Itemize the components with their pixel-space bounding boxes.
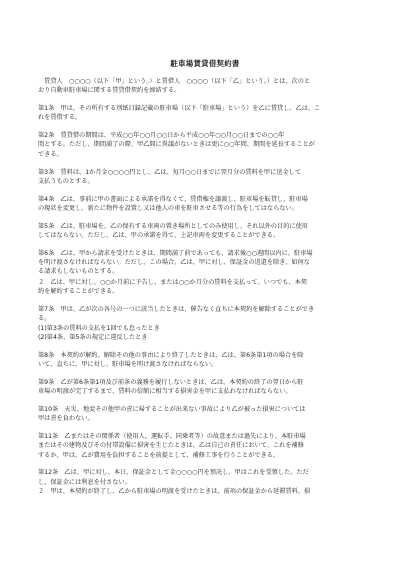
paragraph-line: 約を解約することができる。: [38, 288, 119, 296]
paragraph-line: る請求もしないものとする。: [38, 268, 119, 276]
contract-paragraph: [38, 305, 372, 343]
paragraph-line: 第4条 乙は、事前に甲の書面による承諾を得なくて、賃借権を譲渡し、駐車場を転貸し、駐車場: [38, 195, 308, 203]
paragraph-line: 第1条 甲は、その所有する別紙目録記載の駐車場（以下「駐車場」という）を乙に賃貸し、乙は、こ: [38, 105, 321, 113]
contract-paragraph: [38, 278, 372, 297]
paragraph-line: ２ 乙は、甲に対し、○○か月前に予告し、または○○か月分の賃料を支払って、いつでも、本契: [38, 278, 307, 286]
contract-paragraph: [38, 168, 372, 187]
contract-paragraph: [38, 405, 372, 424]
paragraph-line: いて、直ちに、甲に対し、駐車場を明け渡さなければならない。: [38, 361, 218, 369]
paragraph-line: 第3条 賃料は、1か月金○○○○円とし、乙は、毎月○○日までに翌月分の賃料を甲に送金して: [38, 168, 302, 176]
paragraph-line: ２ 甲は、本契約が終了し、乙から駐車場の明渡を受けたときは、前項の保証金から延滞賃料、損: [38, 488, 311, 496]
paragraph-line: (1)第3条の賃料の支払を1回でも怠ったとき: [38, 324, 160, 332]
contract-paragraph: [38, 195, 372, 214]
contract-paragraph: [38, 351, 372, 370]
paragraph-line: の現状を変更し、新たに物件を設置し又は他人の車を駐車させる等の行為をしてはならない。: [38, 204, 298, 212]
paragraph-line: 間とする。ただし、期間満了の際、甲乙間に異議がないときは更に○○年間、期間を延長することが: [38, 141, 315, 149]
paragraph-line: してはならない。ただし、乙は、甲の承諾を得て、上記車両を変更することができる。: [38, 232, 280, 239]
paragraph-line: 第12条 乙は、甲に対し、本日、保証金として金○○○○円を預託し、甲はこれを受領した。ただ: [38, 469, 309, 477]
contract-paragraph: [38, 432, 372, 460]
contract-paragraph: [38, 131, 372, 159]
contract-paragraph: [38, 378, 372, 397]
contract-paragraph: [38, 77, 372, 96]
paragraph-line: 賃貸人 ○○○○（以下「甲」という。）と賃借人 ○○○○（以下「乙」という。）とは、次のと: [38, 78, 311, 85]
contract-paragraph: [38, 468, 372, 496]
paragraph-line: (2)第4条、第5条の規定に違反したとき: [38, 334, 148, 342]
paragraph-line: し、保証金には利息を付さない。: [38, 478, 131, 486]
paragraph-line: またはその建物及びその付帯設備に損害を生じたときは、乙は自己の責任において、これを補修: [38, 442, 304, 450]
paragraph-line: 第2条 賃貸借の期間は、平成○○年○○月○○日から平成○○年○○月○○日までの○○年: [38, 132, 285, 140]
paragraph-line: を明け渡さなければならない。ただし、この場合、乙は、甲に対し、保証金の返還を除き、如何な: [38, 259, 310, 267]
document-title: 駐車場賃貸借契約書: [170, 59, 240, 68]
paragraph-line: 第5条 乙は、駐車場を、乙の保有する車両の置き場所としてのみ使用し、それ以外の目的に使用: [38, 222, 308, 230]
paragraph-line: る。: [38, 315, 51, 323]
contract-body: [38, 77, 372, 497]
contract-paragraph: [38, 249, 372, 277]
paragraph-line: 第11条 乙またはその関係者（使用人、運転手、同乗者等）の故意または過失により、本駐車場: [38, 432, 306, 440]
paragraph-line: 第10条 天災、地変その他甲の責に帰することが出来ない事故により乙が被った損害については: [38, 405, 306, 413]
paragraph-line: 第6条 乙は、甲から請求を受けたときは、期間満了前であっても、請求後○○週間以内に、駐車場: [38, 249, 313, 257]
paragraph-line: 甲は責を負わない。: [38, 415, 94, 423]
paragraph-line: おり自動車駐車場に関する賃貸借契約を締結する。: [38, 87, 181, 95]
paragraph-line: できる。: [38, 150, 63, 158]
paragraph-line: れを賃借する。: [38, 114, 82, 122]
contract-paragraph: [38, 222, 372, 241]
paragraph-line: 支払うものとする。: [38, 177, 94, 185]
contract-paragraph: [38, 104, 372, 123]
paragraph-line: 第8条 本契約が解約、解除その他の事由により終了したときは、乙は、第6条第1項の場合を除: [38, 351, 304, 359]
paragraph-line: 第7条 甲は、乙が次の各号の一つに該当したときは、催告なく直ちに本契約を解除することができ: [38, 305, 315, 313]
paragraph-line: するか、甲は、乙が費用を負担することを前提として、補修工事を行うことができる。: [38, 451, 280, 459]
paragraph-line: 車場の明渡が完了するまで、賃料の倍額に相当する損害金を甲に支払わなければならない。: [38, 388, 292, 396]
paragraph-line: 第9条 乙が第6条第1項及び前条の義務を履行しないときは、乙は、本契約の終了の翌日から駐: [38, 378, 304, 386]
